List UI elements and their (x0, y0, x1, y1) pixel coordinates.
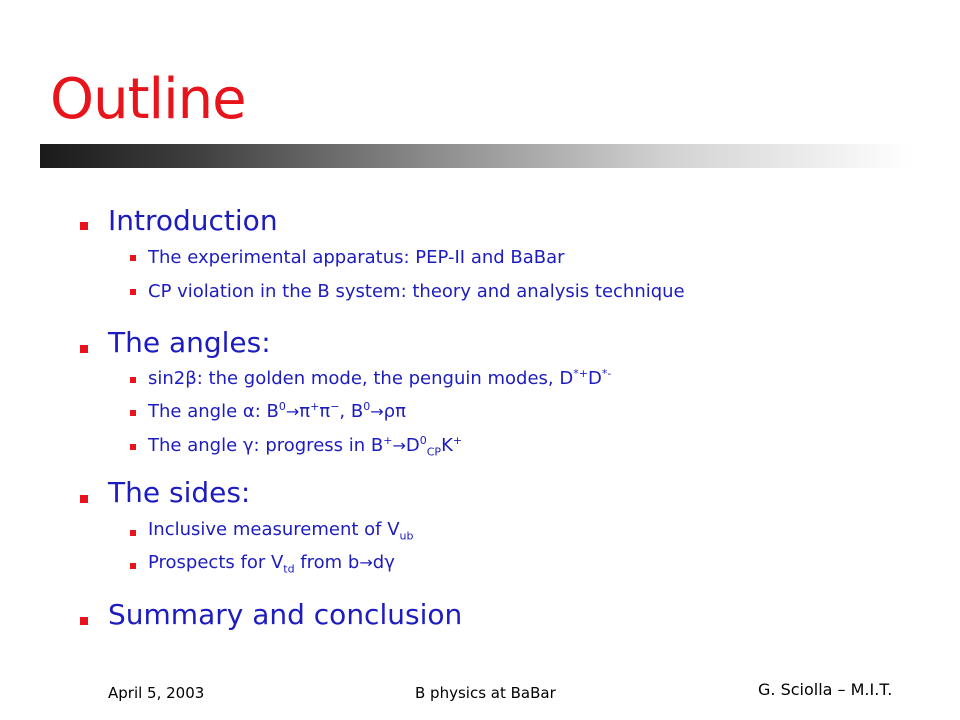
list-item-sin2beta: sin2β: the golden mode, the penguin modes, D*+D*- (148, 367, 612, 389)
slide-title: Outline (50, 67, 246, 132)
bullet-square-icon (80, 495, 88, 503)
footer-title: B physics at BaBar (415, 684, 556, 702)
list-item-gamma: The angle γ: progress in $B^+\to D^0_{CP}K^+$ (148, 434, 463, 459)
bullet-square-icon (80, 222, 88, 230)
arrow-right-icon: → (359, 553, 373, 572)
footer-author: G. Sciolla – M.I.T. (758, 680, 893, 699)
bullet-square-icon (130, 289, 136, 295)
list-item-vub: Inclusive measurement of $V_{ub}$ (148, 519, 414, 543)
arrow-right-icon: → (392, 436, 406, 455)
list-item-vtd: Prospects for $V_{td}$ from b→dγ (148, 552, 395, 576)
section-heading-introduction: Introduction (108, 204, 278, 237)
bullet-square-icon (130, 563, 136, 569)
list-item: The experimental apparatus: PEP-II and BaBar (148, 247, 565, 268)
bullet-square-icon (130, 255, 136, 261)
bullet-square-icon (130, 444, 136, 450)
section-heading-summary: Summary and conclusion (108, 598, 463, 631)
bullet-square-icon (130, 377, 136, 383)
bullet-square-icon (130, 410, 136, 416)
footer-date: April 5, 2003 (108, 684, 205, 702)
title-gradient-bar (40, 144, 912, 168)
section-heading-angles: The angles: (108, 326, 271, 359)
list-item: CP violation in the B system: theory and analysis technique (148, 281, 685, 302)
bullet-square-icon (130, 530, 136, 536)
arrow-right-icon: → (285, 402, 300, 421)
bullet-square-icon (80, 617, 88, 625)
list-item-alpha: The angle α: $B^0\to\pi^+\pi^-$, $B^0\to\rho\pi$ (148, 400, 406, 422)
bullet-square-icon (80, 345, 88, 353)
arrow-right-icon: → (370, 402, 384, 421)
section-heading-sides: The sides: (108, 476, 251, 509)
